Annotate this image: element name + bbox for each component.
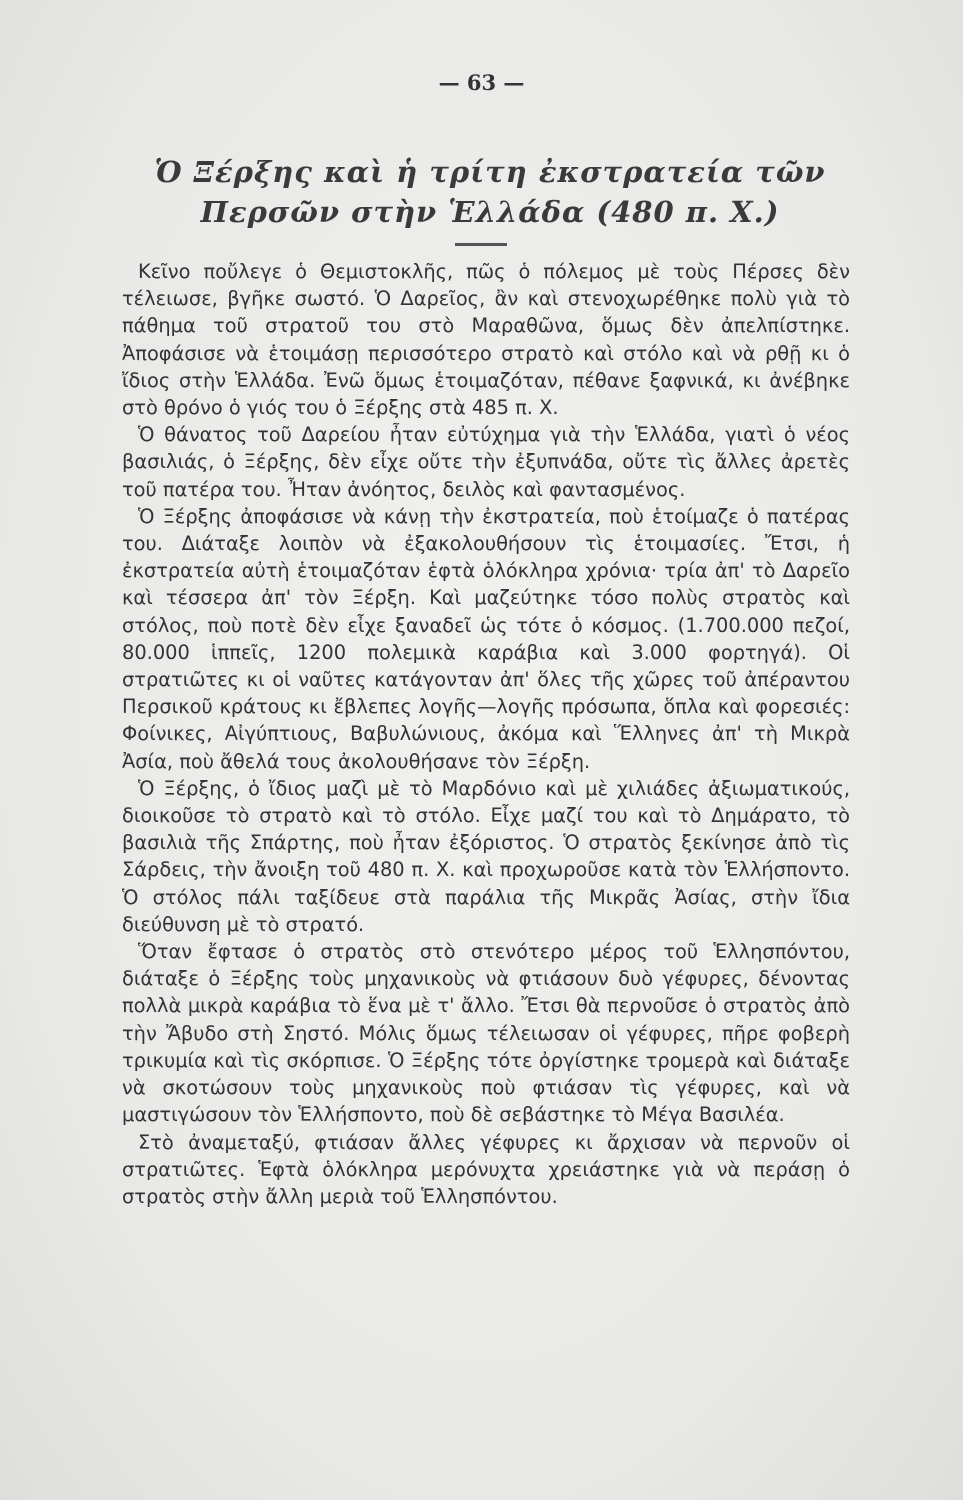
paragraph-3: Ὁ Ξέρξης ἀποφάσισε νὰ κάνῃ τὴν ἐκστρατεία, ποὺ ἑτοίμαζε ὁ πατέρας του. Διάταξε λοιπὸν νὰ ἐξακολουθήσουν τὶς ἑτοιμασίες. Ἔτσι, ἡ ἐκστρατεία αὐτὴ ἑτοιμαζόταν ἑφτὰ ὁλόκληρα χρόνια· τρία ἀπ' τὸ Δαρεῖο καὶ τέσσερα ἀπ' τὸν Ξέρξη. Καὶ μαζεύτηκε τόσο πολὺς στρατὸς καὶ στόλος, ποὺ ποτὲ δὲν εἶχε ξαναδεῖ ὡς τότε ὁ κόσμος. (1.700.000 πεζοί, 80.000 ἱππεῖς, 1200 πολεμικὰ καράβια καὶ 3.000 φορτηγά). Οἱ στρατιῶτες κι οἱ ναῦτες κατάγονταν ἀπ' ὅλες τῆς χῶρες τοῦ ἀπέραντου Περσικοῦ κράτους κι ἔβλεπες λογῆς—λογῆς πρόσωπα, ὅπλα καὶ φορεσιές: Φοίνικες, Αἰγύπτιους, Βαβυλώνιους, ἀκόμα καὶ Ἕλληνες ἀπ' τὴ Μικρὰ Ἀσία, ποὺ ἄθελά τους ἀκολουθήσανε τὸν Ξέρξη.: [122, 504, 850, 773]
paragraph-1: Κεῖνο ποὔλεγε ὁ Θεμιστοκλῆς, πῶς ὁ πόλεμος μὲ τοὺς Πέρσες δὲν τέλειωσε, βγῆκε σωστό. Ὁ Δαρεῖος, ἂν καὶ στενοχωρέθηκε πολὺ γιὰ τὸ πάθημα τοῦ στρατοῦ του στὸ Μαραθῶνα, ὅμως δὲν ἀπελπίστηκε. Ἀποφάσισε νὰ ἑτοιμάσῃ περισσότερο στρατὸ καὶ στόλο καὶ νὰ ρθῇ κι ὁ ἴδιος στὴν Ἑλλάδα. Ἐνῶ ὅμως ἑτοιμαζόταν, πέθανε ξαφνικά, κι ἀνέβηκε στὸ θρόνο ὁ γιός του ὁ Ξέρξης στὰ 485 π. Χ.: [122, 260, 850, 420]
paragraph-5: Ὅταν ἔφτασε ὁ στρατὸς στὸ στενότερο μέρος τοῦ Ἑλλησπόντου, διάταξε ὁ Ξέρξης τοὺς μηχανικοὺς νὰ φτιάσουν δυὸ γέφυρες, δένοντας πολλὰ μικρὰ καράβια τὸ ἕνα μὲ τ' ἄλλο. Ἔτσι θὰ περνοῦσε ὁ στρατὸς ἀπὸ τὴν Ἄβυδο στὴ Σηστό. Μόλις ὅμως τέλειωσαν οἱ γέφυρες, πῆρε φοβερὴ τρικυμία καὶ τὶς σκόρπισε. Ὁ Ξέρξης τότε ὀργίστηκε τρομερὰ καὶ διάταξε νὰ σκοτώσουν τοὺς μηχανικοὺς ποὺ φτιάσαν τὶς γέφυρες, καὶ νὰ μαστιγώσουν τὸν Ἑλλήσποντο, ποὺ δὲ σεβάστηκε τὸ Μέγα Βασιλέα.: [122, 940, 850, 1127]
paragraph-4: Ὁ Ξέρξης, ὁ ἴδιος μαζὶ μὲ τὸ Μαρδόνιο καὶ μὲ χιλιάδες ἀξιωματικούς, διοικοῦσε τὸ στρατὸ καὶ τὸ στόλο. Εἶχε μαζί του καὶ τὸ Δημάρατο, τὸ βασιλιὰ τῆς Σπάρτης, ποὺ ἦταν ἐξόριστος. Ὁ στρατὸς ξεκίνησε ἀπὸ τὶς Σάρδεις, τὴν ἄνοιξη τοῦ 480 π. Χ. καὶ προχωροῦσε κατὰ τὸν Ἑλλήσποντο. Ὁ στόλος πάλι ταξίδευε στὰ παράλια τῆς Μικρᾶς Ἀσίας, στὴν ἴδια διεύθυνση μὲ τὸ στρατό.: [122, 776, 850, 936]
chapter-title: Ὁ Ξέρξης καὶ ἡ τρίτη ἐκστρατεία τῶν Περσῶν στὴν Ἑλλάδα (480 π. Χ.): [154, 155, 826, 229]
body-text: [122, 258, 850, 1210]
page-number: — 63 —: [438, 70, 525, 95]
paragraph-2: Ὁ θάνατος τοῦ Δαρείου ἦταν εὐτύχημα γιὰ τὴν Ἑλλάδα, γιατὶ ὁ νέος βασιλιάς, ὁ Ξέρξης, δὲν εἶχε οὔτε τὴν ἐξυπνάδα, οὔτε τὶς ἄλλες ἀρετὲς τοῦ πατέρα του. Ἦταν ἀνόητος, δειλὸς καὶ φαντασμένος.: [122, 423, 850, 501]
paragraph-6: Στὸ ἀναμεταξύ, φτιάσαν ἄλλες γέφυρες κι ἄρχισαν νὰ περνοῦν οἱ στρατιῶτες. Ἑφτὰ ὁλόκληρα μερόνυχτα χρειάστηκε γιὰ νὰ περάσῃ ὁ στρατὸς στὴν ἄλλη μεριὰ τοῦ Ἑλλησπόντου.: [122, 1130, 850, 1208]
title-divider: [455, 243, 507, 246]
